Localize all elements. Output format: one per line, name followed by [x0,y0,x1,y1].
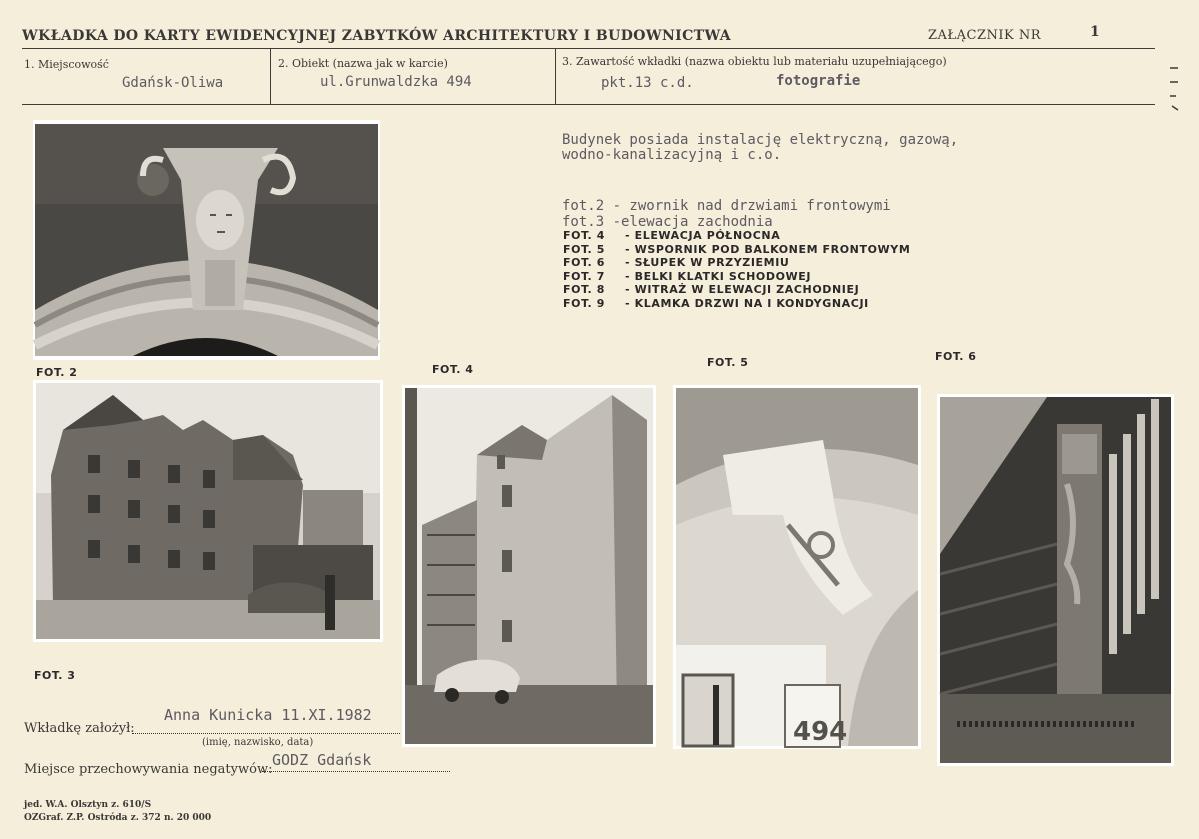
handwritten-photo-list [563,229,910,310]
content-label: 3. Zawartość wkładki (nazwa obiektu lub materiału uzupełniającego) [562,55,947,68]
print-info-1: jed. W.A. Olsztyn z. 610/S [24,800,152,810]
label-fot2: FOT. 2 [36,366,78,379]
typed-item-fot2: fot.2 - zwornik nad drzwiami frontowymi [562,198,891,214]
stair-post-photo-image [937,394,1174,766]
header-rule-top [22,48,1155,49]
label-fot4: FOT. 4 [432,363,474,376]
field-divider-2 [555,48,556,105]
typed-photo-list [562,198,891,230]
place-label: 1. Miejscowość [24,58,109,71]
photo-fot2-keystone [33,120,380,360]
header-rule-bottom [22,104,1155,105]
margin-marks [1168,60,1180,112]
object-value: ul.Grunwaldzka 494 [320,74,472,90]
label-fot6: FOT. 6 [935,350,977,363]
author-label: Wkładkę założył: [24,721,135,736]
annex-number: 1 [1090,24,1100,40]
photo-fot4-north-elevation [402,385,656,747]
storage-label: Miejsce przechowywania negatywów: [24,762,273,777]
content-value-1: pkt.13 c.d. [601,75,694,91]
label-fot3: FOT. 3 [34,669,76,682]
photo-fot3-west-elevation [33,380,383,642]
field-divider-1 [270,48,271,105]
print-info-2: OZGraf. Z.P. Ostróda z. 372 n. 20 000 [24,813,212,823]
hand-item: FOT. 9 - KLAMKA DRZWI NA I KONDYGNACJI [563,296,869,310]
photo-fot5-bracket [673,385,921,749]
sheet-title: WKŁADKA DO KARTY EWIDENCYJNEJ ZABYTKÓW ARCHITEKTURY I BUDOWNICTWA [22,28,731,44]
hand-item: FOT. 7 - BELKI KLATKI SCHODOWEJ [563,269,812,283]
place-value: Gdańsk-Oliwa [122,75,224,91]
west-elevation-photo-image [33,380,383,642]
hand-item: FOT. 5 - WSPORNIK POD BALKONEM FRONTOWYM [563,242,911,256]
storage-value: GODZ Gdańsk [272,751,372,769]
hand-item: FOT. 6 - SŁUPEK W PRZYZIEMIU [563,256,790,269]
description-line-1: Budynek posiada instalację elektryczną, gazową, [562,132,959,148]
hand-item: FOT. 4 - ELEWACJA PÓŁNOCNA [563,229,781,242]
description-text [562,133,958,163]
author-line [132,732,400,734]
north-elevation-photo-image [402,385,656,747]
object-label: 2. Obiekt (nazwa jak w karcie) [278,57,448,70]
typed-item-fot3: fot.3 -elewacja zachodnia [562,214,773,230]
photo-fot6-stair-post [937,394,1174,766]
keystone-photo-image [33,120,380,360]
annex-label: ZAŁĄCZNIK NR [928,28,1042,43]
bracket-photo-image [673,385,921,749]
label-fot5: FOT. 5 [707,356,749,369]
content-value-2: fotografie [776,73,861,89]
plaque-number: 494 [793,717,848,747]
storage-line [262,770,450,772]
hand-item: FOT. 8 - WITRAŻ W ELEWACJI ZACHODNIEJ [563,283,860,296]
author-value: Anna Kunicka 11.XI.1982 [164,706,372,724]
margin-marks-icon [1168,60,1182,120]
description-line-2: wodno-kanalizacyjną i c.o. [562,147,782,163]
author-hint: (imię, nazwisko, data) [202,737,314,748]
